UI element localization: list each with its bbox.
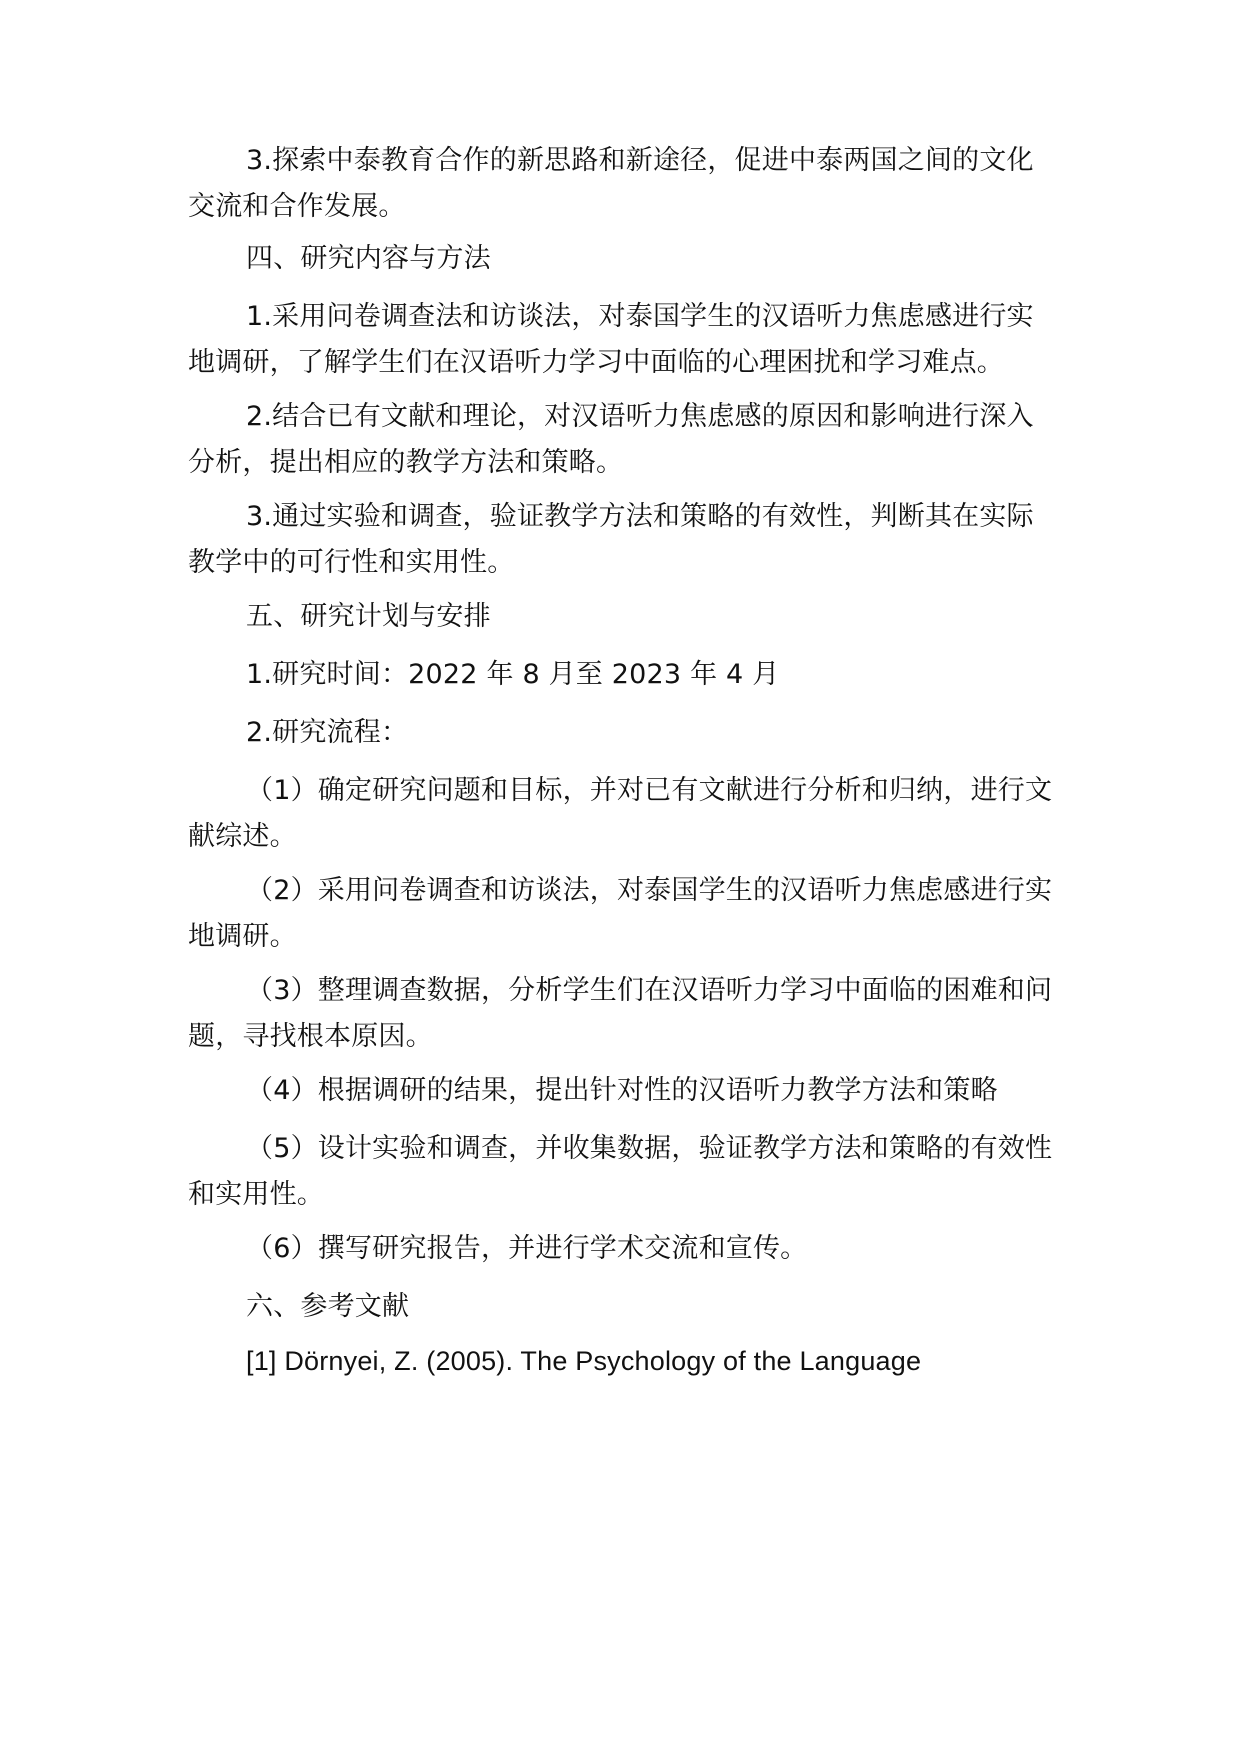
paragraph-step-5: （5）设计实验和调查，并收集数据，验证教学方法和策略的有效性和实用性。: [188, 1133, 1053, 1210]
paragraph-method-1: 1.采用问卷调查法和访谈法，对泰国学生的汉语听力焦虑感进行实地调研，了解学生们在汉语听力学习中面临的心理困扰和学习难点。: [188, 301, 1034, 378]
paragraph-step-4: （4）根据调研的结果，提出针对性的汉语听力教学方法和策略: [246, 1075, 998, 1106]
paragraph-step-2: （2）采用问卷调查和访谈法，对泰国学生的汉语听力焦虑感进行实地调研。: [188, 875, 1053, 952]
paragraph-goal-3: 3.探索中泰教育合作的新思路和新途径，促进中泰两国之间的文化交流和合作发展。: [188, 145, 1034, 222]
paragraph-research-process: 2.研究流程：: [246, 717, 409, 748]
paragraph-method-2: 2.结合已有文献和理论，对汉语听力焦虑感的原因和影响进行深入分析，提出相应的教学方法和策略。: [188, 401, 1034, 478]
paragraph-step-6: （6）撰写研究报告，并进行学术交流和宣传。: [246, 1233, 808, 1264]
paragraph-method-3: 3.通过实验和调查，验证教学方法和策略的有效性，判断其在实际教学中的可行性和实用性。: [188, 501, 1034, 578]
section-heading-references: 六、参考文献: [246, 1291, 410, 1322]
paragraph-step-3: （3）整理调查数据，分析学生们在汉语听力学习中面临的困难和问题，寻找根本原因。: [188, 975, 1053, 1052]
paragraph-research-time: 1.研究时间：2022 年 8 月至 2023 年 4 月: [246, 659, 780, 690]
paragraph-step-1: （1）确定研究问题和目标，并对已有文献进行分析和归纳，进行文献综述。: [188, 775, 1053, 852]
reference-item-1: [1] Dörnyei, Z. (2005). The Psychology of the Language: [246, 1346, 922, 1376]
section-heading-content-methods: 四、研究内容与方法: [246, 243, 491, 274]
section-heading-plan: 五、研究计划与安排: [246, 601, 491, 632]
